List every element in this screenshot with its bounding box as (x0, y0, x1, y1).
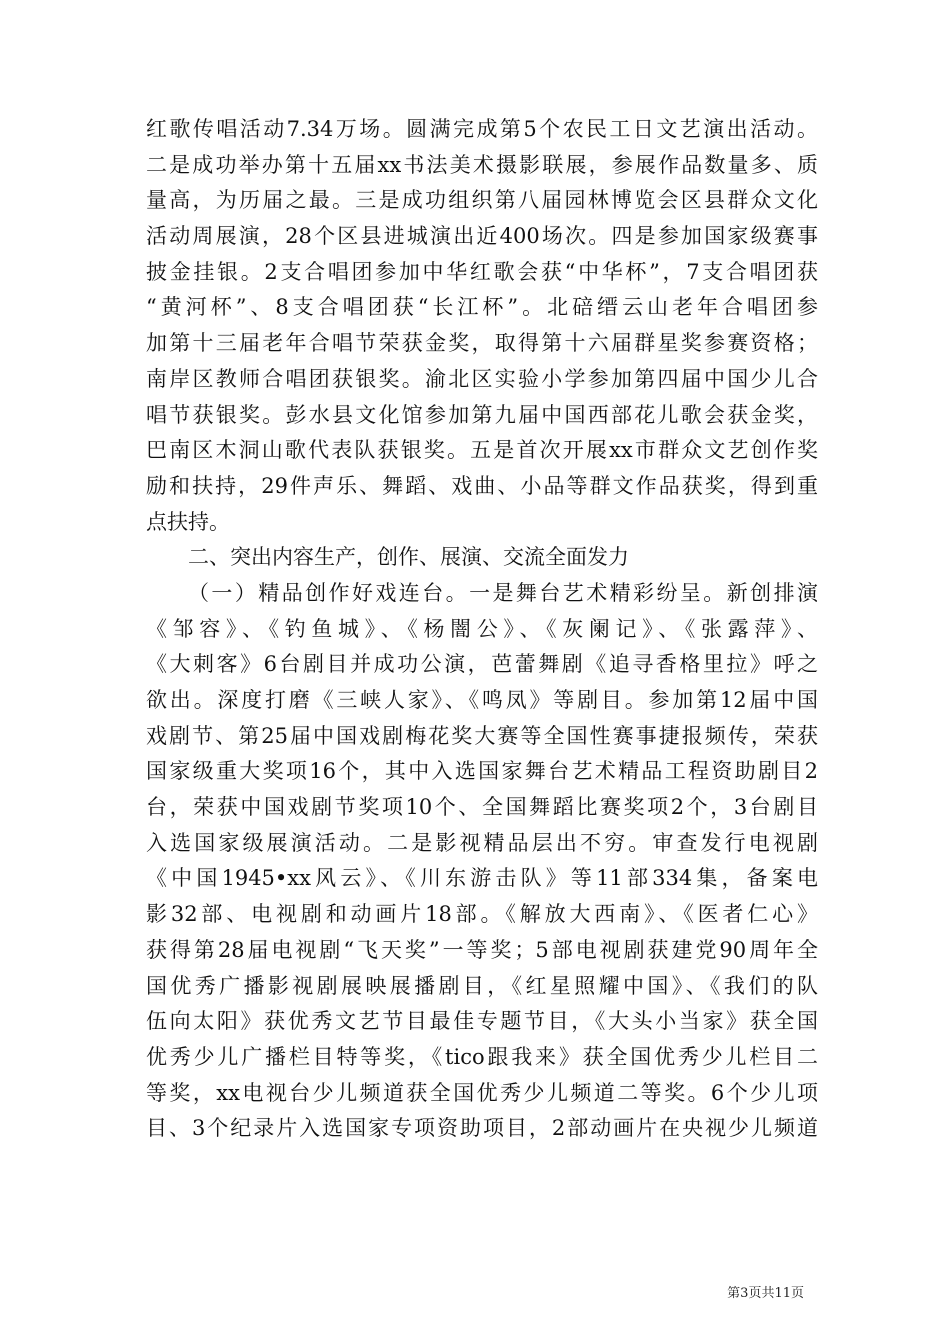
text-line: 伍向太阳》获优秀文艺节目最佳专题节目，《大头小当家》获全国 (146, 1009, 818, 1034)
text-line: 等奖，xx电视台少儿频道获全国优秀少儿频道二等奖。6个少儿项 (146, 1080, 818, 1105)
text-line: 目、3个纪录片入选国家专项资助项目，2部动画片在央视少儿频道 (146, 1116, 818, 1141)
text-line: 国家级重大奖项16个，其中入选国家舞台艺术精品工程资助剧目2 (146, 759, 818, 784)
text-line: 获得第28届电视剧“飞天奖”一等奖；5部电视剧获建党90周年全 (146, 937, 818, 962)
text-line: 《邹容》、《钓鱼城》、《杨闇公》、《灰阑记》、《张露萍》、 (146, 616, 818, 641)
text-line: 红歌传唱活动7.34万场。圆满完成第5个农民工日文艺演出活动。 (146, 117, 818, 141)
text-line: 披金挂银。2支合唱团参加中华红歌会获“中华杯”，7支合唱团获 (146, 259, 818, 284)
text-line: 欲出。深度打磨《三峡人家》、《鸣凤》等剧目。参加第12届中国 (146, 688, 818, 712)
page-indicator: 第3页共11页 (727, 1286, 804, 1301)
text-line: 《中国1945•xx风云》、《川东游击队》等11部334集，备案电 (146, 866, 818, 891)
text-line: 励和扶持，29件声乐、舞蹈、戏曲、小品等群文作品获奖，得到重 (146, 473, 818, 498)
text-line: 二、突出内容生产，创作、展演、交流全面发力 (188, 545, 629, 570)
text-line: 点扶持。 (146, 509, 230, 534)
text-line: 国优秀广播影视剧展映展播剧目，《红星照耀中国》、《我们的队 (146, 973, 818, 998)
document-body (146, 112, 818, 1147)
text-line: 南岸区教师合唱团获银奖。渝北区实验小学参加第四届中国少儿合 (146, 366, 818, 391)
text-line: 加第十三届老年合唱节荣获金奖，取得第十六届群星奖参赛资格； (146, 331, 818, 356)
text-line: “黄河杯”、8支合唱团获“长江杯”。北碚缙云山老年合唱团参 (146, 295, 818, 320)
text-line: 巴南区木洞山歌代表队获银奖。五是首次开展xx市群众文艺创作奖 (146, 438, 818, 463)
text-line: 二是成功举办第十五届xx书法美术摄影联展，参展作品数量多、质 (146, 152, 818, 177)
text-line: 优秀少儿广播栏目特等奖，《tico跟我来》获全国优秀少儿栏目二 (146, 1044, 818, 1069)
text-line: 活动周展演，28个区县进城演出近400场次。四是参加国家级赛事 (146, 224, 818, 249)
text-line: （一）精品创作好戏连台。一是舞台艺术精彩纷呈。新创排演 (188, 580, 818, 605)
text-line: 入选国家级展演活动。二是影视精品层出不穷。审查发行电视剧 (146, 830, 818, 855)
text-line: 影32部、电视剧和动画片18部。《解放大西南》、《医者仁心》 (146, 902, 818, 927)
text-line: 《大刺客》6台剧目并成功公演，芭蕾舞剧《追寻香格里拉》呼之 (146, 652, 818, 677)
text-line: 台，荣获中国戏剧节奖项10个、全国舞蹈比赛奖项2个，3台剧目 (146, 795, 818, 820)
text-line: 唱节获银奖。彭水县文化馆参加第九届中国西部花儿歌会获金奖， (146, 402, 818, 427)
text-line: 戏剧节、第25届中国戏剧梅花奖大赛等全国性赛事捷报频传，荣获 (146, 723, 818, 748)
text-line: 量高，为历届之最。三是成功组织第八届园林博览会区县群众文化 (146, 188, 818, 213)
